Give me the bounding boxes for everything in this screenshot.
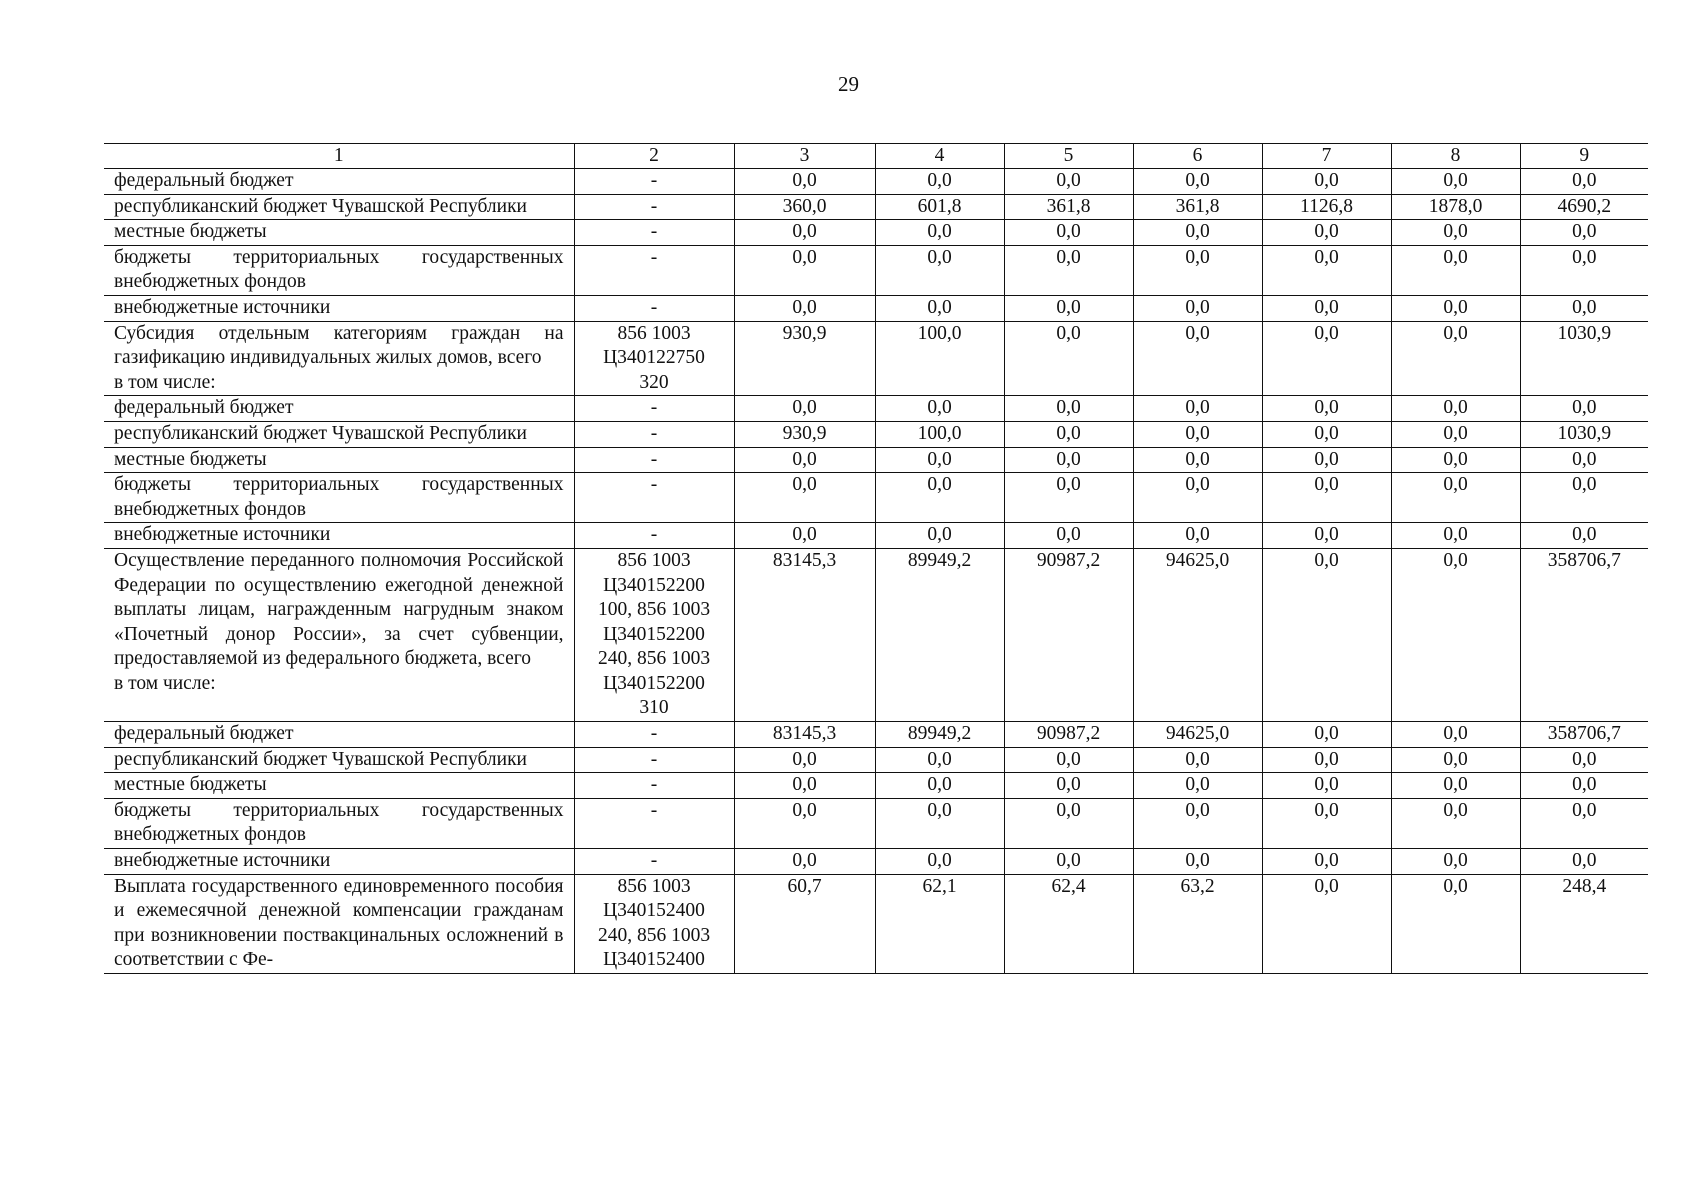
budget-code: - (574, 295, 734, 321)
amount-cell: 358706,7 (1520, 548, 1648, 721)
row-description: федеральный бюджет (104, 722, 574, 748)
amount-cell: 0,0 (734, 396, 875, 422)
amount-cell: 0,0 (1391, 321, 1520, 396)
amount-cell: 0,0 (1004, 421, 1133, 447)
budget-code: - (574, 220, 734, 246)
amount-cell: 0,0 (1133, 523, 1262, 549)
amount-cell: 0,0 (1004, 245, 1133, 295)
column-header: 3 (734, 144, 875, 169)
row-description: федеральный бюджет (104, 169, 574, 195)
budget-code: 856 1003 Ц340152400 240, 856 1003 Ц340152400 (574, 874, 734, 973)
row-description: бюджеты территориальных государственных внебюджетных фондов (104, 473, 574, 523)
amount-cell: 0,0 (1004, 773, 1133, 799)
amount-cell: 0,0 (734, 773, 875, 799)
table-row (104, 396, 1648, 422)
amount-cell: 0,0 (1004, 523, 1133, 549)
amount-cell: 0,0 (1520, 773, 1648, 799)
table-row (104, 798, 1648, 848)
amount-cell: 0,0 (1004, 447, 1133, 473)
amount-cell: 0,0 (875, 220, 1004, 246)
table-row (104, 523, 1648, 549)
amount-cell: 358706,7 (1520, 722, 1648, 748)
amount-cell: 0,0 (1391, 396, 1520, 422)
amount-cell: 94625,0 (1133, 722, 1262, 748)
amount-cell: 0,0 (1391, 747, 1520, 773)
amount-cell: 0,0 (1133, 773, 1262, 799)
row-description: Субсидия отдельным категориям граждан на газификацию индивидуальных жилых домов, всего в том числе: (104, 321, 574, 396)
amount-cell: 361,8 (1133, 194, 1262, 220)
row-description: местные бюджеты (104, 220, 574, 246)
budget-code: - (574, 473, 734, 523)
amount-cell: 1126,8 (1262, 194, 1391, 220)
row-description: внебюджетные источники (104, 849, 574, 875)
amount-cell: 0,0 (1133, 396, 1262, 422)
amount-cell: 60,7 (734, 874, 875, 973)
amount-cell: 0,0 (1391, 722, 1520, 748)
amount-cell: 0,0 (875, 295, 1004, 321)
amount-cell: 0,0 (1133, 473, 1262, 523)
amount-cell: 0,0 (1262, 473, 1391, 523)
amount-cell: 0,0 (1133, 245, 1262, 295)
amount-cell: 0,0 (734, 523, 875, 549)
amount-cell: 0,0 (1262, 874, 1391, 973)
amount-cell: 0,0 (1004, 220, 1133, 246)
amount-cell: 0,0 (1391, 245, 1520, 295)
amount-cell: 0,0 (1262, 773, 1391, 799)
budget-code: 856 1003 Ц340152200 100, 856 1003 Ц340152200 240, 856 1003 Ц340152200 310 (574, 548, 734, 721)
amount-cell: 89949,2 (875, 722, 1004, 748)
amount-cell: 0,0 (734, 245, 875, 295)
amount-cell: 0,0 (1520, 849, 1648, 875)
amount-cell: 930,9 (734, 421, 875, 447)
amount-cell: 63,2 (1133, 874, 1262, 973)
amount-cell: 0,0 (875, 523, 1004, 549)
amount-cell: 601,8 (875, 194, 1004, 220)
amount-cell: 90987,2 (1004, 722, 1133, 748)
amount-cell: 0,0 (1391, 220, 1520, 246)
amount-cell: 0,0 (1262, 421, 1391, 447)
amount-cell: 0,0 (1262, 396, 1391, 422)
table-row (104, 473, 1648, 523)
budget-code: - (574, 169, 734, 195)
column-header: 9 (1520, 144, 1648, 169)
amount-cell: 0,0 (875, 773, 1004, 799)
amount-cell: 0,0 (1520, 747, 1648, 773)
row-description: Осуществление переданного полномочия Российской Федерации по осуществлению ежегодной денежной выплаты лицам, награжденным нагрудным знаком «Почетный донор России», за счет субвенции, предоставляемой из федерального бюджета, всего в том числе: (104, 548, 574, 721)
table-row (104, 169, 1648, 195)
amount-cell: 0,0 (875, 396, 1004, 422)
amount-cell: 0,0 (875, 473, 1004, 523)
amount-cell: 0,0 (1133, 849, 1262, 875)
row-description: бюджеты территориальных государственных внебюджетных фондов (104, 798, 574, 848)
amount-cell: 89949,2 (875, 548, 1004, 721)
amount-cell: 0,0 (1004, 396, 1133, 422)
table-row (104, 245, 1648, 295)
amount-cell: 4690,2 (1520, 194, 1648, 220)
amount-cell: 0,0 (1262, 245, 1391, 295)
budget-code: - (574, 447, 734, 473)
amount-cell: 0,0 (1262, 523, 1391, 549)
amount-cell: 0,0 (1520, 473, 1648, 523)
amount-cell: 0,0 (1520, 220, 1648, 246)
budget-code: - (574, 849, 734, 875)
amount-cell: 0,0 (1133, 798, 1262, 848)
table-row (104, 447, 1648, 473)
column-header: 4 (875, 144, 1004, 169)
row-description: внебюджетные источники (104, 295, 574, 321)
table-row (104, 295, 1648, 321)
amount-cell: 100,0 (875, 321, 1004, 396)
amount-cell: 0,0 (734, 849, 875, 875)
row-description: республиканский бюджет Чувашской Республики (104, 747, 574, 773)
amount-cell: 0,0 (1262, 849, 1391, 875)
row-description: Выплата государственного единовременного пособия и ежемесячной денежной компенсации гражданам при возникновении поствакцинальных осложнений в соответствии с Фе- (104, 874, 574, 973)
amount-cell: 0,0 (1133, 295, 1262, 321)
amount-cell: 90987,2 (1004, 548, 1133, 721)
budget-code: - (574, 523, 734, 549)
amount-cell: 0,0 (1262, 722, 1391, 748)
budget-code: - (574, 194, 734, 220)
table-row (104, 874, 1648, 973)
amount-cell: 0,0 (1391, 473, 1520, 523)
amount-cell: 0,0 (1262, 548, 1391, 721)
amount-cell: 83145,3 (734, 722, 875, 748)
amount-cell: 361,8 (1004, 194, 1133, 220)
amount-cell: 0,0 (1133, 747, 1262, 773)
amount-cell: 0,0 (875, 245, 1004, 295)
column-header: 5 (1004, 144, 1133, 169)
amount-cell: 930,9 (734, 321, 875, 396)
amount-cell: 0,0 (1520, 169, 1648, 195)
amount-cell: 0,0 (1133, 421, 1262, 447)
amount-cell: 0,0 (1262, 295, 1391, 321)
row-description: республиканский бюджет Чувашской Республики (104, 421, 574, 447)
amount-cell: 0,0 (1391, 421, 1520, 447)
amount-cell: 1878,0 (1391, 194, 1520, 220)
budget-code: - (574, 722, 734, 748)
amount-cell: 0,0 (734, 295, 875, 321)
amount-cell: 0,0 (1262, 747, 1391, 773)
budget-code: 856 1003 Ц340122750 320 (574, 321, 734, 396)
amount-cell: 0,0 (1391, 798, 1520, 848)
table-row (104, 194, 1648, 220)
amount-cell: 0,0 (1004, 849, 1133, 875)
amount-cell: 0,0 (875, 747, 1004, 773)
amount-cell: 0,0 (1004, 473, 1133, 523)
amount-cell: 0,0 (734, 473, 875, 523)
column-header: 1 (104, 144, 574, 169)
amount-cell: 0,0 (1520, 396, 1648, 422)
amount-cell: 0,0 (875, 169, 1004, 195)
table-row (104, 321, 1648, 396)
page-number: 29 (838, 72, 859, 96)
amount-cell: 0,0 (1520, 447, 1648, 473)
amount-cell: 0,0 (1520, 798, 1648, 848)
amount-cell: 0,0 (1520, 295, 1648, 321)
budget-code: - (574, 798, 734, 848)
amount-cell: 0,0 (875, 849, 1004, 875)
table-row (104, 747, 1648, 773)
row-description: бюджеты территориальных государственных внебюджетных фондов (104, 245, 574, 295)
amount-cell: 0,0 (1004, 295, 1133, 321)
amount-cell: 0,0 (734, 169, 875, 195)
budget-table (104, 143, 1648, 974)
row-description: местные бюджеты (104, 773, 574, 799)
table-row (104, 548, 1648, 721)
amount-cell: 0,0 (1004, 169, 1133, 195)
amount-cell: 1030,9 (1520, 321, 1648, 396)
amount-cell: 0,0 (734, 447, 875, 473)
table-row (104, 773, 1648, 799)
amount-cell: 0,0 (1391, 447, 1520, 473)
amount-cell: 83145,3 (734, 548, 875, 721)
amount-cell: 0,0 (734, 747, 875, 773)
amount-cell: 0,0 (1262, 447, 1391, 473)
amount-cell: 0,0 (1391, 849, 1520, 875)
table-row (104, 722, 1648, 748)
amount-cell: 0,0 (1391, 548, 1520, 721)
budget-code: - (574, 245, 734, 295)
amount-cell: 0,0 (1133, 169, 1262, 195)
table-header-row (104, 144, 1648, 169)
amount-cell: 94625,0 (1133, 548, 1262, 721)
table-row (104, 220, 1648, 246)
amount-cell: 0,0 (1520, 523, 1648, 549)
amount-cell: 0,0 (1004, 798, 1133, 848)
amount-cell: 0,0 (1262, 169, 1391, 195)
amount-cell: 100,0 (875, 421, 1004, 447)
budget-code: - (574, 773, 734, 799)
column-header: 7 (1262, 144, 1391, 169)
amount-cell: 0,0 (1262, 798, 1391, 848)
budget-code: - (574, 421, 734, 447)
amount-cell: 0,0 (1262, 321, 1391, 396)
amount-cell: 62,4 (1004, 874, 1133, 973)
amount-cell: 0,0 (875, 447, 1004, 473)
amount-cell: 248,4 (1520, 874, 1648, 973)
amount-cell: 0,0 (734, 220, 875, 246)
amount-cell: 0,0 (1391, 523, 1520, 549)
amount-cell: 62,1 (875, 874, 1004, 973)
row-description: федеральный бюджет (104, 396, 574, 422)
row-description: внебюджетные источники (104, 523, 574, 549)
amount-cell: 0,0 (1133, 321, 1262, 396)
budget-code: - (574, 396, 734, 422)
row-description: республиканский бюджет Чувашской Республики (104, 194, 574, 220)
amount-cell: 0,0 (1520, 245, 1648, 295)
amount-cell: 1030,9 (1520, 421, 1648, 447)
amount-cell: 0,0 (1391, 874, 1520, 973)
amount-cell: 0,0 (1133, 447, 1262, 473)
row-description: местные бюджеты (104, 447, 574, 473)
column-header: 8 (1391, 144, 1520, 169)
amount-cell: 0,0 (1391, 773, 1520, 799)
table-row (104, 421, 1648, 447)
amount-cell: 0,0 (734, 798, 875, 848)
amount-cell: 0,0 (1004, 747, 1133, 773)
amount-cell: 0,0 (1391, 295, 1520, 321)
table-row (104, 849, 1648, 875)
amount-cell: 0,0 (1004, 321, 1133, 396)
amount-cell: 0,0 (1391, 169, 1520, 195)
column-header: 6 (1133, 144, 1262, 169)
amount-cell: 360,0 (734, 194, 875, 220)
amount-cell: 0,0 (1262, 220, 1391, 246)
column-header: 2 (574, 144, 734, 169)
amount-cell: 0,0 (1133, 220, 1262, 246)
budget-code: - (574, 747, 734, 773)
amount-cell: 0,0 (875, 798, 1004, 848)
